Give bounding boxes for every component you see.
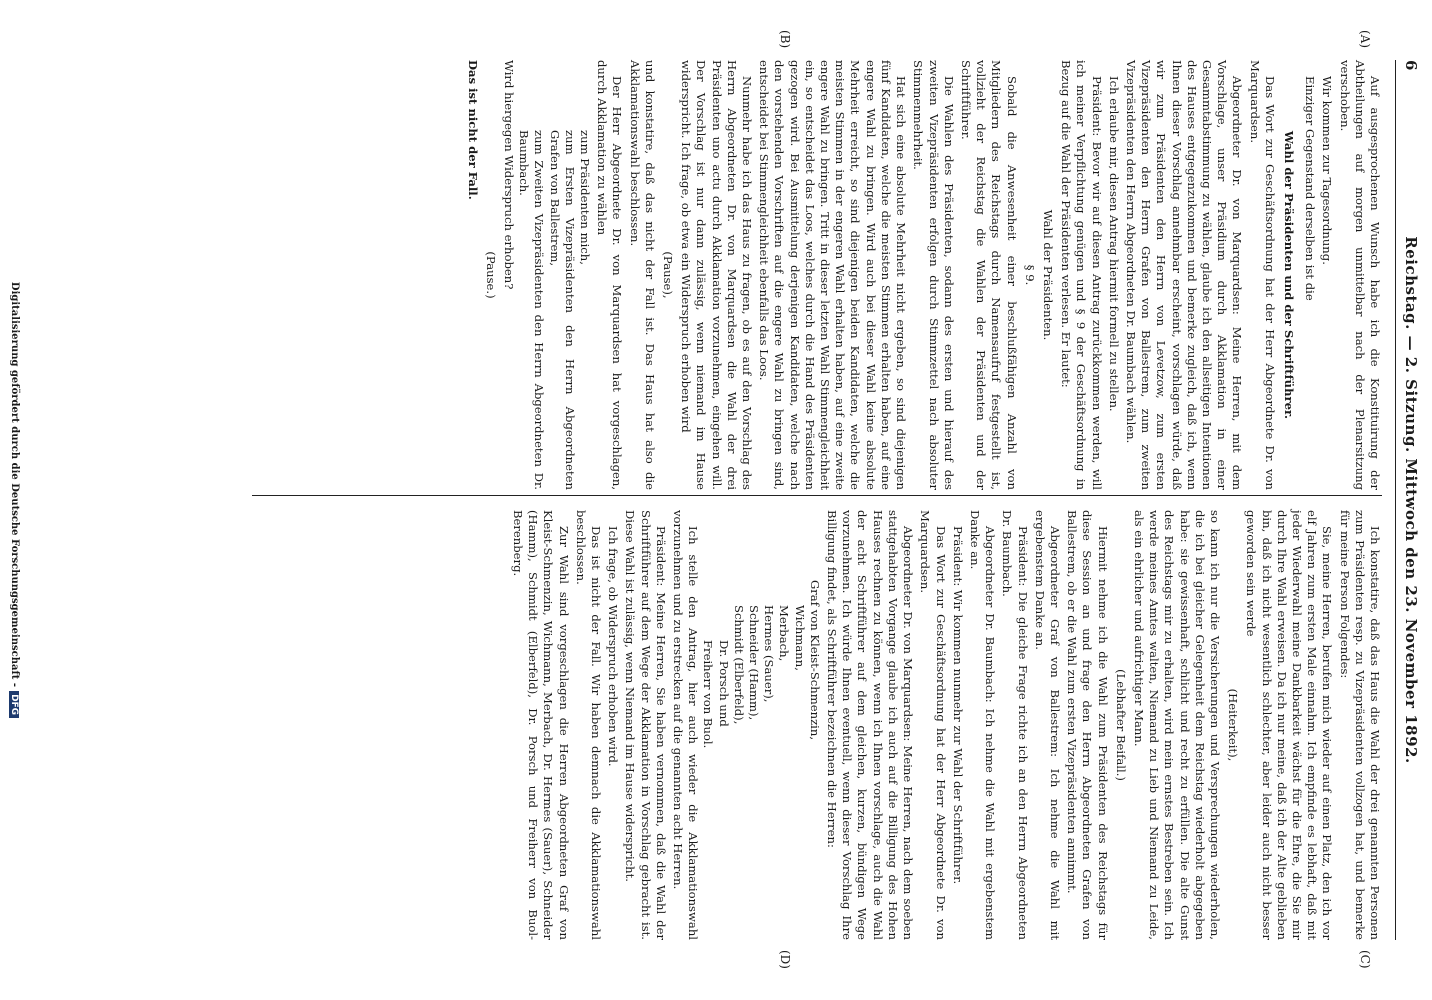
list-item: Schneider (Hamm),: [747, 605, 762, 721]
list-item: Hermes (Sauer),: [762, 605, 777, 703]
paragraph: Präsident: Die gleiche Frage richte ich an den Herrn Abgeordneten Dr. Baumbach.: [1000, 510, 1030, 940]
paragraph: Das Wort zur Geschäftsordnung hat der Herr Abgeordnete Dr. von Marquardsen.: [918, 510, 948, 940]
subheading: Wahl der Präsidenten.: [1040, 209, 1055, 341]
paragraph: so kann ich nur die Versicherungen und Versprechungen wiederholen, die ich bei gleicher Gelegenheit dem Reichstag wiederholt abgegeben habe: sie gewissenhaft, schlicht und recht zu erfüllen. Die alte Gunst des Reichstags mir zu erhalten, wird mein ernstes Bestreben sein. Ich werde meines Amtes walten, Niemand zu Lieb und Niemand zu Leide, als ein ehrlicher und aufrichtiger Mann.: [1131, 510, 1222, 940]
stage-direction: (Pause),: [661, 251, 676, 299]
list-item: Dr. Porsch und: [716, 640, 731, 727]
list-item: Wichmann,: [792, 605, 807, 671]
margin-marker-b: (B): [778, 30, 792, 49]
page-title: Reichstag. — 2. Sitzung. Mittwoch den 23. November 1892.: [1402, 236, 1420, 764]
paragraph: Abgeordneter Dr. von Marquardsen: Meine Herren, mit dem Vorschlage, unser Präsidium durch Akklamation in einer Gesammtabstimmung zu wählen, glaube ich den allseitigen Intentionen des Hauses entgegenzukommen und bemerke zugleich, daß ich, wenn Ihnen dieser Vorschlag annehmbar erscheint, vorschlagen würde, daß wir zum Präsidenten den Herrn von Levetzow, zum ersten Vizepräsidenten den Herrn Grafen von Ballestrem, zum zweiten Vizepräsidenten den Herrn Abgeordneten Dr. Baumbach wählen.: [1123, 60, 1245, 490]
right-column: [508, 510, 1382, 940]
paragraph: Abgeordneter Dr. Baumbach: Ich nehme die Wahl mit ergebenstem Danke an.: [967, 510, 998, 940]
paragraph: Ich frage, ob Widerspruch erhoben wird.: [606, 526, 621, 767]
section-heading: Wahl der Präsidenten und der Schriftführer.: [1281, 130, 1296, 420]
paragraph: Wir kommen zur Tagesordnung.: [1320, 76, 1335, 265]
paragraph: Hiermit nehme ich die Wahl zum Präsidenten des Reichstags für diese Session an und frage den Herrn Abgeordneten Grafen von Ballestrem, ob er die Wahl zum ersten Vizepräsidenten annimmt.: [1065, 510, 1110, 940]
paragraph: Präsident: Meine Herren, Sie haben vernommen, daß die Wahl der Schriftführer auf dem Wege der Akklamation in Vorschlag gebracht ist. Diese Wahl ist zulässig, wenn Niemand im Hause widerspricht.: [623, 510, 668, 940]
stage-direction: (Pause.): [483, 251, 498, 299]
paragraph: Wird hiergegen Widerspruch erhoben?: [502, 60, 517, 290]
paragraph: Präsident: Bevor wir auf diesen Antrag zurückkommen werden, will ich meiner Verpflichtung genügen und § 9 der Geschäftsordnung in Bezug auf die Wahl der Präsidenten verlesen. Er lautet:: [1059, 60, 1104, 490]
margin-marker-a: (A): [1358, 30, 1372, 49]
section-number: § 9.: [1022, 264, 1037, 286]
paragraph: Das Wort zur Geschäftsordnung hat der Herr Abgeordnete Dr. von Marquardsen.: [1247, 60, 1277, 490]
paragraph: Das ist nicht der Fall. Wir haben demnach die Akklamationswahl beschlossen.: [573, 510, 604, 940]
paragraph: Ich erlaube mir, diesen Antrag hiermit formell zu stellen.: [1106, 76, 1121, 412]
paragraph: Sie, meine Herren, berufen mich wieder auf einen Platz, den ich vor elf Jahren zum ersten Male einnahm. Ich empfinde es lebhaft, daß mit jeder Wiederwahl meine Dankbarkeit wächst für die Ehre, die Sie mir durch Ihre Wahl erweisen. Da ich nur meine, daß ich der Alte geblieben bin, daß ich nicht wesentlich schlechter, aber leider auch nicht besser geworden sein werde: [1244, 510, 1335, 940]
paragraph: Einziger Gegenstand derselben ist die: [1303, 76, 1318, 301]
paragraph: Ich konstatire, daß das Haus die Wahl der drei genannten Personen zum Präsidenten resp. zu Vizepräsidenten vollzogen hat, und bemerke für meine Person Folgendes:: [1337, 510, 1382, 940]
margin-marker-d: (D): [778, 950, 792, 969]
dfg-logo: DFG: [9, 691, 19, 718]
page-number: 6: [1402, 60, 1420, 71]
page-header: [1390, 60, 1420, 940]
paragraph: Nunmehr habe ich das Haus zu fragen, ob es auf den Vorschlag des Herrn Abgeordneten Dr. von Marquardsen die Wahl der drei Präsidenten uno actu durch Akklamation vorzunehmen, eingehen will. Der Vorschlag ist nur dann zulässig, wenn niemand im Hause widerspricht. Ich frage, ob etwa ein Widerspruch erhoben wird: [679, 60, 755, 490]
list-item: Graf von Kleist-Schmenzin,: [807, 580, 822, 741]
paragraph: Hat sich eine absolute Mehrheit nicht ergeben, so sind diejenigen fünf Kandidaten, welche die meisten Stimmen erhalten haben, auf eine engere Wahl zu bringen. Wird auch bei dieser Wahl keine absolute Mehrheit erreicht, so sind diejenigen beiden Kandidaten, welche die meisten Stimmen in der engeren Wahl erhalten haben, auf eine zweite engere Wahl zu bringen. Tritt in dieser letzten Wahl Stimmengleichheit ein, so entscheidet das Loos, welches durch die Hand des Präsidenten gezogen wird. Bei Ausmittelung derjenigen Kandidaten, welche nach den vorstehenden Vorschriften auf die engere Wahl zu bringen sind, entscheidet bei Stimmengleichheit ebenfalls das Loos.: [757, 60, 909, 490]
stage-direction: (Lebhafter Beifall.): [1113, 669, 1128, 781]
paragraph: Abgeordneter Graf von Ballestrem: Ich nehme die Wahl mit ergebenstem Danke an.: [1032, 510, 1062, 940]
paragraph: Das ist nicht der Fall.: [465, 60, 480, 200]
list-item: zum Zweiten Vizepräsidenten den Herrn Abgeordneten Dr. Baumbach.: [517, 130, 547, 490]
list-item: zum Präsidenten mich,: [578, 130, 593, 265]
stage-direction: (Heiterkeit),: [1226, 688, 1241, 762]
header-rule: [1395, 60, 1396, 940]
paragraph: Die Wahlen des Präsidenten, sodann des ersten und hierauf des zweiten Vizepräsidenten erfolgen durch Stimmzettel nach absoluter Stimmenmehrheit.: [911, 60, 956, 490]
list-item: Merbach,: [777, 605, 792, 662]
list-item: Freiherr von Buol.: [701, 640, 716, 749]
digitization-credit: [9, 60, 20, 940]
paragraph: Ich stelle den Antrag, hier auch wieder die Akklamationswahl vorzunehmen und zu erstrecken auf die genannten acht Herren.: [671, 510, 701, 940]
paragraph: Abgeordneter Dr. von Marquardsen: Meine Herren, nach dem soeben stattgehabten Vorgange glaube ich auch auf die Billigung des Hohen Hauses rechnen zu können, wenn ich Ihnen vorschlage, auch die Wahl der acht Schriftführer auf dem gleichen, kurzen, bündigen Wege vorzunehmen. Ich würde Ihnen eventuell, wenn dieser Vorschlag Ihre Billigung findet, als Schriftführer bezeichnen die Herren:: [825, 510, 916, 940]
left-column: [462, 60, 1382, 490]
paragraph: Zur Wahl sind vorgeschlagen die Herren Abgeordneten Graf von Kleist-Schmenzin, Wichmann, Merbach, Dr. Hermes (Sauer), Schneider (Hamm), Schmidt (Elberfeld), Dr. Porsch und Freiherr von Buol-Berenberg.: [511, 510, 571, 940]
paragraph: Auf ausgesprochenen Wunsch habe ich die Konstituirung der Abtheilungen auf morgen unmittelbar nach der Plenarsitzung verschoben.: [1337, 60, 1382, 490]
list-item: zum Ersten Vizepräsidenten den Herrn Abgeordneten Grafen von Ballestrem,: [547, 130, 577, 490]
paragraph: Präsident: Wir kommen nunmehr zur Wahl der Schriftführer.: [950, 526, 965, 885]
paragraph: Sobald die Anwesenheit einer beschlußfähigen Anzahl von Mitgliedern des Reichstags durch Namensaufruf festgestellt ist, vollzieht der Reichstag die Wahlen der Präsidenten und der Schriftführer.: [958, 60, 1019, 490]
paragraph: Der Herr Abgeordnete Dr. von Marquardsen hat vorgeschlagen, durch Akklamation zu wählen: [595, 60, 625, 490]
column-divider: [252, 495, 1382, 496]
credit-text: Digitalisierung gefördert durch die Deutsche Forschungsgemeinschaft -: [9, 281, 20, 688]
list-item: Schmidt (Elberfeld),: [731, 605, 746, 725]
paragraph: und konstatire, daß das nicht der Fall ist. Das Haus hat also die Akklamationswahl beschlossen.: [627, 60, 657, 490]
margin-marker-c: (C): [1358, 950, 1372, 969]
